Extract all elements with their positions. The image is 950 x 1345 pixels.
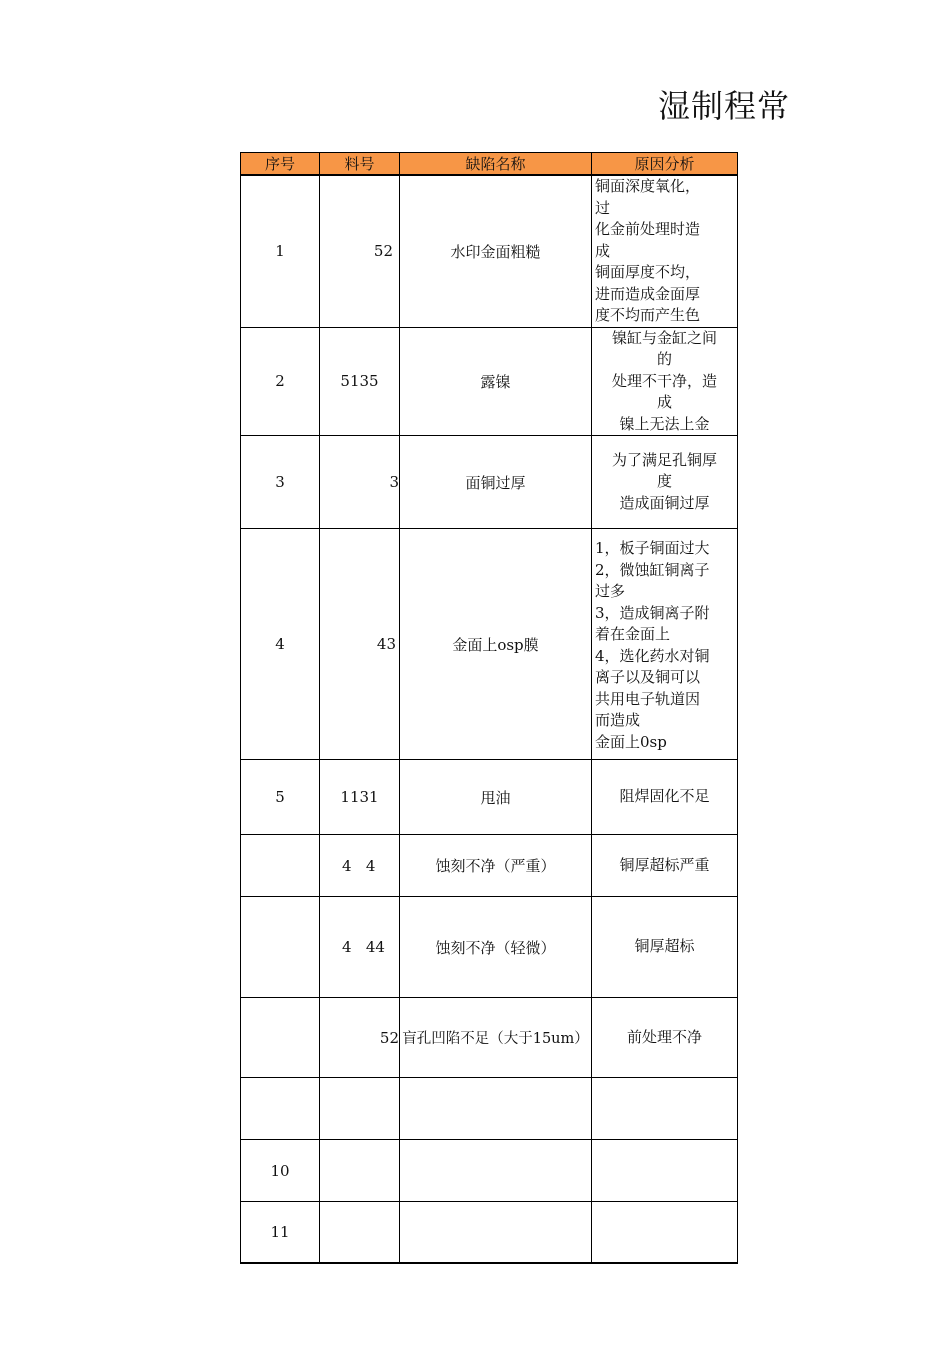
cell-defect: 金面上osp膜 — [400, 529, 592, 760]
table-row — [241, 327, 738, 436]
cell-no: 2 — [241, 327, 320, 436]
cell-defect: 蚀刻不净（严重） — [400, 835, 592, 897]
cell-part: 5135 — [320, 327, 400, 436]
cell-cause — [592, 835, 738, 897]
cell-cause — [592, 529, 738, 760]
cell-no: 4 — [241, 529, 320, 760]
cell-defect — [400, 1078, 592, 1140]
header-cause: 原因分析 — [592, 153, 738, 176]
table-row — [241, 175, 738, 327]
cell-defect: 盲孔凹陷不足（大于15um） — [400, 998, 592, 1078]
cell-no — [241, 1078, 320, 1140]
table-row — [241, 1202, 738, 1263]
header-part: 料号 — [320, 153, 400, 176]
cell-no: 10 — [241, 1140, 320, 1202]
cell-part — [320, 1202, 400, 1263]
cause-text: 为了满足孔铜厚 度 造成面铜过厚 — [611, 450, 717, 512]
header-row — [241, 153, 738, 176]
table-row — [241, 436, 738, 529]
table-row — [241, 529, 738, 760]
cause-text: 1，板子铜面过大 2，微蚀缸铜离子 过多 3，造成铜离子附 着在金面上 4，选化药水对铜 离子以及铜可以 共用电子轨道因 而造成 金面上0sp — [595, 539, 710, 751]
cell-part: 4 4 — [320, 835, 400, 897]
cell-cause — [592, 760, 738, 835]
cell-part — [320, 1078, 400, 1140]
cell-cause — [592, 998, 738, 1078]
document-title: 湿制程常 — [658, 87, 791, 125]
cell-defect: 水印金面粗糙 — [400, 175, 592, 327]
table-row — [241, 760, 738, 835]
table-row — [241, 1140, 738, 1202]
cell-cause — [592, 1140, 738, 1202]
cell-part: 52 — [320, 998, 400, 1078]
cell-defect: 蚀刻不净（轻微） — [400, 897, 592, 998]
cell-defect: 露镍 — [400, 327, 592, 436]
cell-part: 4 44 — [320, 897, 400, 998]
cell-part: 1131 — [320, 760, 400, 835]
table-row — [241, 998, 738, 1078]
cell-defect — [400, 1140, 592, 1202]
cell-no — [241, 897, 320, 998]
cell-defect: 甩油 — [400, 760, 592, 835]
table-row — [241, 835, 738, 897]
cell-no: 5 — [241, 760, 320, 835]
cause-text: 前处理不净 — [626, 1027, 702, 1046]
cause-text: 铜厚超标 — [634, 937, 695, 956]
cell-cause — [592, 327, 738, 436]
cell-no: 1 — [241, 175, 320, 327]
header-no: 序号 — [241, 153, 320, 176]
cell-no: 3 — [241, 436, 320, 529]
cell-part: 52 — [320, 175, 400, 327]
cause-text: 铜厚超标严重 — [619, 855, 710, 874]
cell-cause — [592, 175, 738, 327]
cell-cause — [592, 1078, 738, 1140]
cause-text: 镍缸与金缸之间 的 处理不干净，造 成 镍上无法上金 — [611, 328, 717, 433]
cell-part: 3 — [320, 436, 400, 529]
cell-no — [241, 998, 320, 1078]
cell-no: 11 — [241, 1202, 320, 1263]
table-row — [241, 897, 738, 998]
cause-text: 铜面深度氧化， 过 化金前处理时造 成 铜面厚度不均， 进而造成金面厚 度不均而产生色 — [595, 177, 701, 324]
defect-table — [240, 152, 738, 1264]
header-defect: 缺陷名称 — [400, 153, 592, 176]
cell-no — [241, 835, 320, 897]
cell-cause — [592, 897, 738, 998]
table-row — [241, 1078, 738, 1140]
cell-part — [320, 1140, 400, 1202]
cause-text: 阻焊固化不足 — [619, 787, 710, 806]
cell-defect: 面铜过厚 — [400, 436, 592, 529]
cell-cause — [592, 436, 738, 529]
cell-defect — [400, 1202, 592, 1263]
cell-cause — [592, 1202, 738, 1263]
cell-part: 43 — [320, 529, 400, 760]
